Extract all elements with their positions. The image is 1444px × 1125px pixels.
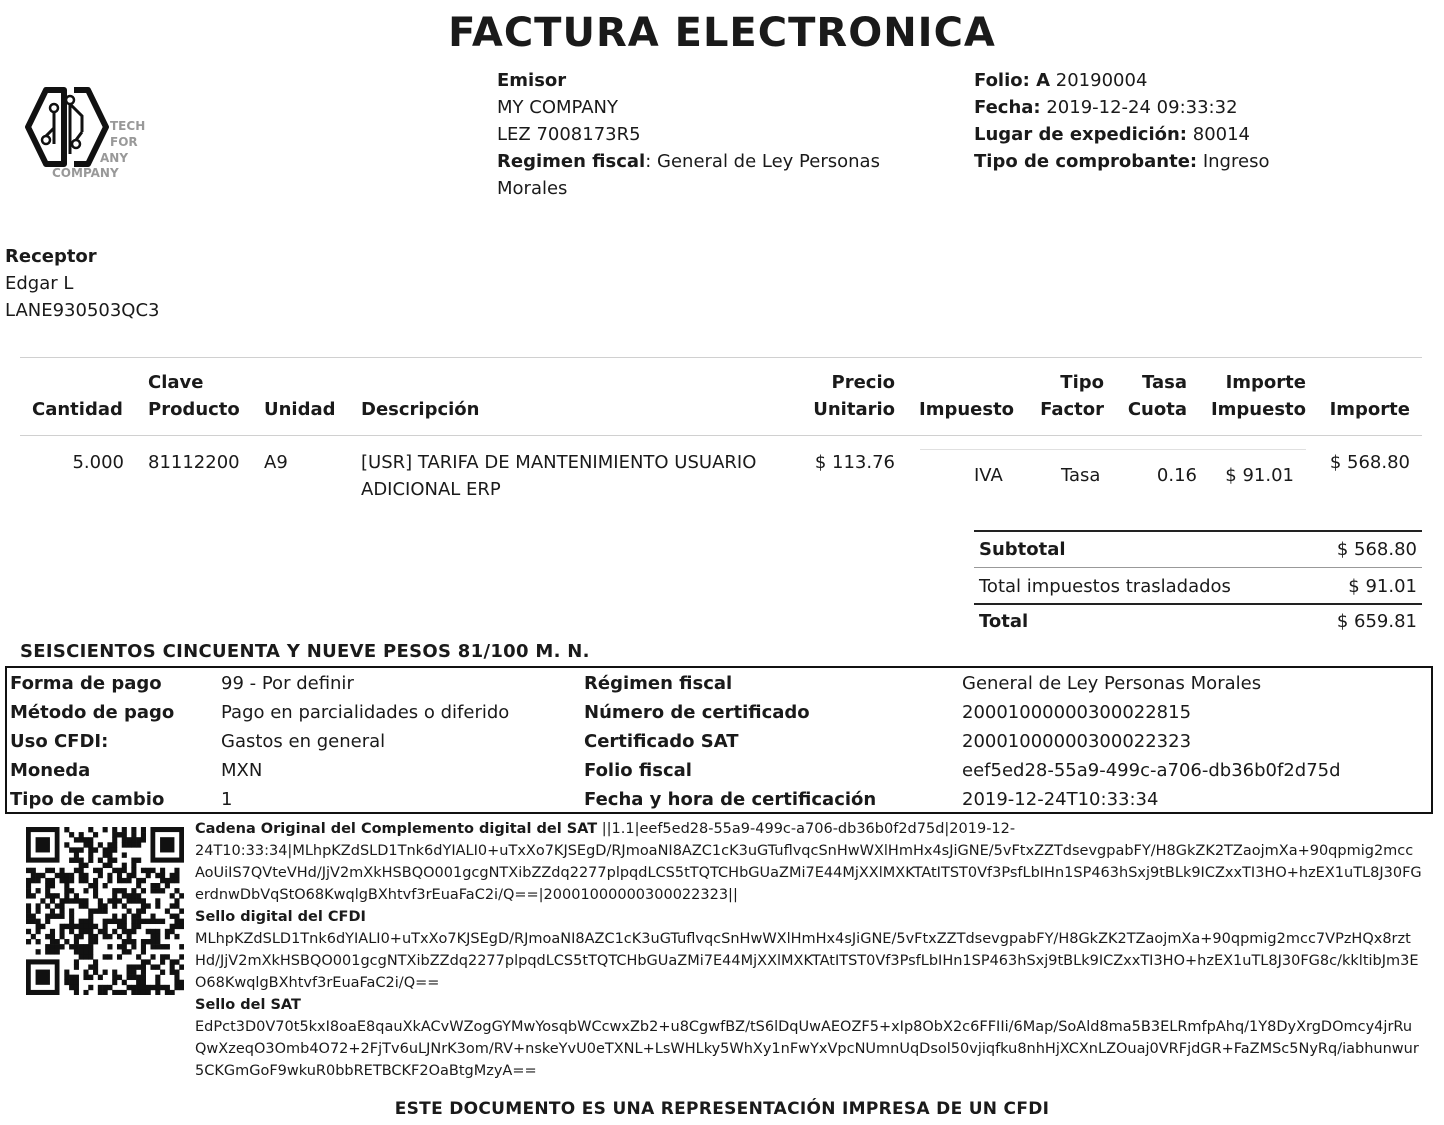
receptor-name: Edgar L [5,273,74,294]
impuestos-label: Total impuestos trasladados [979,576,1231,597]
forma-pago-value: 99 - Por definir [221,673,354,694]
lugar-value: 80014 [1192,124,1251,145]
circuit-logo-icon [24,84,154,184]
folio-fiscal-label: Folio fiscal [584,760,692,781]
row-cantidad: 5.000 [72,452,124,473]
totals-separator [974,567,1422,568]
qr-code [26,827,184,995]
totals-top-line [974,530,1422,532]
header-precio: Precio [831,372,895,393]
cfdi-stamp-block [195,818,1435,1082]
emisor-block: Emisor MY COMPANY LEZ 7008173R5 Regimen fiscal: General de Ley Personas Morales [497,67,917,202]
cadena-line-3: AoUiIS7QVteVHd/JjV2mXkHSBQO001gcgNTXibZZdq2277plpqdLCS5tTQTCHbGUaZMi7E44MjXXlMXKTAtITST0Vf3PsfLbIHn1SP463hSxj9tBLk9ICZxxTI3HO+hzEX1uTL8J30FG [195,865,1422,881]
row-tasa-cuota: 0.16 [1156,465,1197,486]
svg-text:ANY: ANY [100,151,129,165]
svg-text:FOR: FOR [110,135,138,149]
header-tipo: Tipo [1060,372,1104,393]
forma-pago-label: Forma de pago [10,673,162,694]
sello-sat-line-3: 5CKGmGoF9wkuR0bbRETBCKF2OaBtgMzyA== [195,1063,537,1079]
header-importe-impuesto-1: Importe [1225,372,1306,393]
cfdi-info-box [5,666,1433,814]
fecha-label: Fecha: [974,97,1041,118]
sello-cfdi-line-1: MLhpKZdSLD1Tnk6dYIALI0+uTxXo7KJSEgD/RJmoaNI8AZC1cK3uGTuflvqcSnHwWXlHmHx4sJiGNE/5vFtxZZTdsevgpabFY/H8GkZK2TZaojmXa+90qpmig2mcc7VPzHQx8rzt [195,931,1411,947]
fecha-certificacion-label: Fecha y hora de certificación [584,789,877,810]
total-value: $ 659.81 [1336,611,1417,632]
sello-cfdi-line-2: Hd/JjV2mXkHSBQO001gcgNTXibZZdq2277plpqdLCS5tTQTCHbGUaZMi7E44MjXXlMXKTAtITST0Vf3PsfLbIHn1SP463hSxj9tBLk9ICZxxTI3HO+hzEX1uTL8J30FG8c/kkltibJm3E [195,953,1419,969]
totals-total-line [974,603,1422,605]
moneda-value: MXN [221,760,263,781]
sello-sat-line-2: QwXzeqO3Omb4O72+2FjTv6uLJNrK3om/RV+nskeYvU0eTXNL+LsWHLky5WhXy1nFwYxVpcNUmnUqDsol50vjiqfku8nhHjXCXnLZOuaj0VRFjdGR+FaZMSc5NyRq/iabhunwur [195,1041,1419,1057]
row-unidad: A9 [264,452,288,473]
certificado-sat-value: 20001000000300022323 [962,731,1192,752]
subtotal-value: $ 568.80 [1336,539,1417,560]
impuestos-value: $ 91.01 [1348,576,1417,597]
tipo-cambio-label: Tipo de cambio [10,789,165,810]
document-title: FACTURA ELECTRONICA [448,10,996,56]
folio-value: 20190004 [1055,70,1148,91]
row-importe: $ 568.80 [1329,452,1410,473]
receptor-heading: Receptor [5,246,97,267]
regimen-fiscal-label: Régimen fiscal [584,673,733,694]
emisor-name: MY COMPANY [497,97,618,118]
numero-certificado-value: 20001000000300022815 [962,702,1192,723]
sello-cfdi-line-3: O68KwqlgBXhtvf3rEuaFaC2i/Q== [195,975,440,991]
regimen-fiscal-value: General de Ley Personas Morales [962,673,1262,694]
cadena-label: Cadena Original del Complemento digital del SAT [195,821,598,837]
emisor-rfc: LEZ 7008173R5 [497,124,641,145]
total-label: Total [979,611,1029,632]
moneda-label: Moneda [10,760,91,781]
tipo-cambio-value: 1 [221,789,233,810]
metodo-pago-value: Pago en parcialidades o diferido [221,702,510,723]
lugar-label: Lugar de expedición: [974,124,1188,145]
header-factor: Factor [1040,399,1104,420]
fecha-value: 2019-12-24 09:33:32 [1046,97,1238,118]
svg-text:TECH: TECH [110,119,146,133]
table-header-divider [20,435,1422,436]
header-importe-impuesto-2: Impuesto [1210,399,1306,420]
subtotal-label: Subtotal [979,539,1066,560]
svg-text:COMPANY: COMPANY [52,166,119,180]
cadena-line-2: 24T10:33:34|MLhpKZdSLD1Tnk6dYIALI0+uTxXo7KJSEgD/RJmoaNI8AZC1cK3uGTuflvqcSnHwWXlHmHx4sJiGNE/5vFtxZZTdsevgpabFY/H8GkZK2TZaojmXa+90qpmig2mcc [195,843,1414,859]
receptor-rfc: LANE930503QC3 [5,300,160,321]
row-tipo-factor: Tasa [1061,465,1101,486]
qr-code-icon [26,827,184,995]
folio-fiscal-value: eef5ed28-55a9-499c-a706-db36b0f2d75d [962,760,1341,781]
header-cantidad: Cantidad [32,399,123,420]
folio-label: Folio: A [974,70,1051,91]
emisor-regimen-label: Regimen fiscal [497,151,646,172]
metodo-pago-label: Método de pago [10,702,175,723]
sello-cfdi-label: Sello digital del CFDI [195,909,366,925]
row-descripcion: [USR] TARIFA DE MANTENIMIENTO USUARIO [361,452,757,473]
folio-block [974,67,1414,175]
row-clave: 81112200 [148,452,240,473]
tipo-comprobante-label: Tipo de comprobante: [974,151,1198,172]
emisor-heading: Emisor [497,70,567,91]
header-tasa: Tasa [1142,372,1187,393]
row-precio: $ 113.76 [814,452,895,473]
uso-cfdi-label: Uso CFDI: [10,731,109,752]
row-importe-impuesto: $ 91.01 [1225,465,1294,486]
document-footer: ESTE DOCUMENTO ES UNA REPRESENTACIÓN IMPRESA DE UN CFDI [394,1099,1050,1119]
header-producto: Producto [148,399,240,420]
header-descripcion: Descripción [361,399,480,420]
table-top-divider [20,357,1422,358]
cadena-line-4: erdnwDbVqStO68KwqlgBXhtvf3rEuaFaC2i/Q==|20001000000300022323|| [195,887,738,903]
company-logo [24,84,154,184]
cadena-line-1: ||1.1|eef5ed28-55a9-499c-a706-db36b0f2d75d|2019-12- [597,821,1016,837]
sello-sat-line-1: EdPct3D0V70t5kxI8oaE8qauXkACvWZogGYMwYosqbWCcwxZb2+u8CgwfBZ/tS6lDqUwAEOZF5+xIp8ObX2c6FFIIi/6Map/SoAld8ma5B3ELRmfpAhq/1Y8DyXrgDOmcy4jrRu [195,1019,1413,1035]
amount-in-words: SEISCIENTOS CINCUENTA Y NUEVE PESOS 81/100 M. N. [20,641,590,662]
certificado-sat-label: Certificado SAT [584,731,739,752]
tipo-comprobante-value: Ingreso [1202,151,1270,172]
receptor-block [5,243,160,324]
tax-subtable-divider [920,449,1306,450]
header-cuota: Cuota [1127,399,1187,420]
uso-cfdi-value: Gastos en general [221,731,386,752]
row-descripcion-cont: ADICIONAL ERP [361,479,501,500]
header-clave: Clave [148,372,204,393]
numero-certificado-label: Número de certificado [584,702,810,723]
fecha-certificacion-value: 2019-12-24T10:33:34 [962,789,1159,810]
header-impuesto: Impuesto [919,399,1015,420]
sello-sat-label: Sello del SAT [195,997,301,1013]
header-unitario: Unitario [813,399,895,420]
row-impuesto: IVA [974,465,1003,486]
header-unidad: Unidad [264,399,336,420]
emisor-regimen-value: General de Ley Personas [657,151,880,172]
emisor-regimen-value-cont: Morales [497,178,568,199]
header-importe: Importe [1329,399,1410,420]
